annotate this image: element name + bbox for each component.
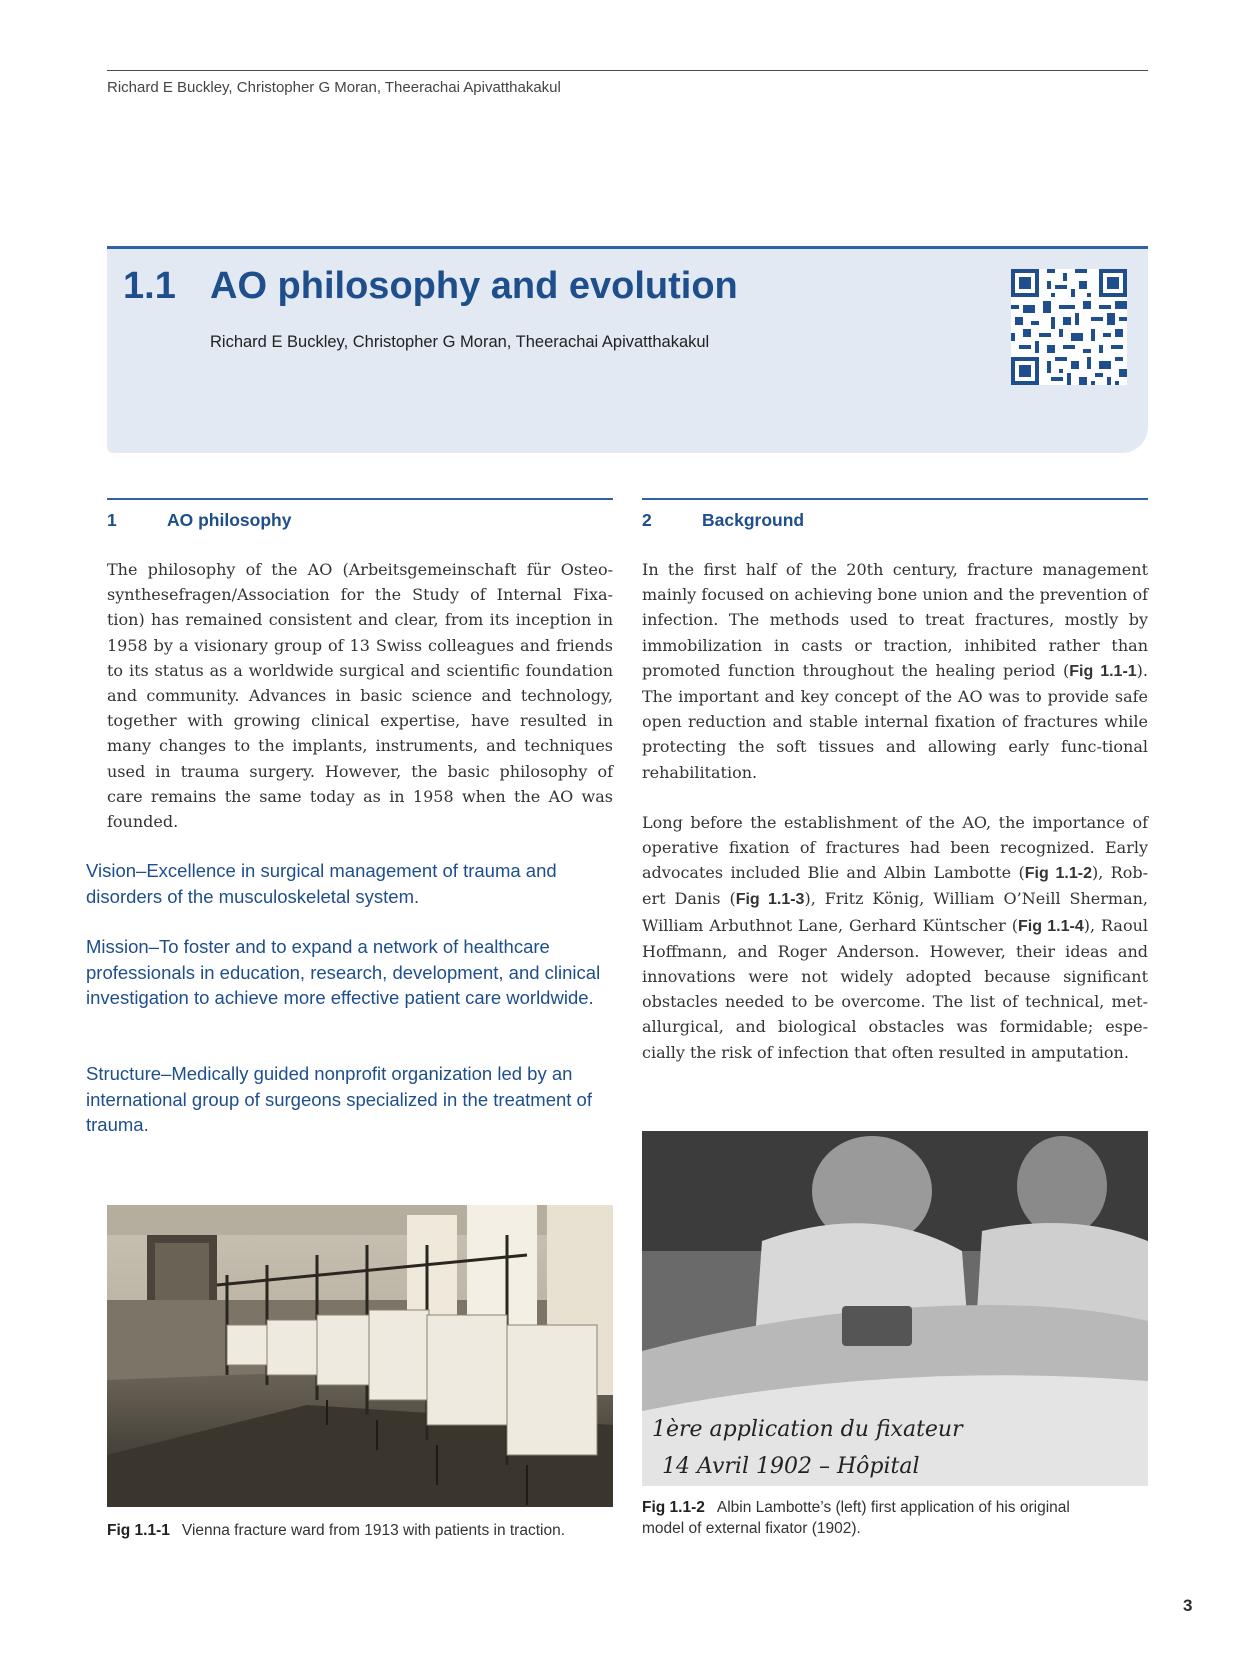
section-number: 1 xyxy=(107,510,117,530)
section1-body xyxy=(107,557,613,859)
figure-caption-text: Albin Lambotte’s (left) first application of his original model of external fixator (1902). xyxy=(642,1499,1070,1537)
qr-code-icon[interactable] xyxy=(1011,269,1127,385)
section-title: Background xyxy=(702,510,805,530)
fracture-ward-photo xyxy=(107,1205,613,1507)
section-number: 2 xyxy=(642,510,652,530)
section-heading-background xyxy=(642,498,1148,531)
chapter-number: 1.1 xyxy=(123,265,176,307)
chapter-authors: Richard E Buckley, Christopher G Moran, Theerachai Apivatthakakul xyxy=(210,333,710,351)
structure-statement: Structure–Medically guided nonprofit organization led by an international group of surgeons specialized in the treatment of trauma. xyxy=(86,1063,592,1135)
figure-reference[interactable]: Fig 1.1-4 xyxy=(1017,917,1084,935)
section2-paragraph-2: Long before the establishment of the AO, the importance of operative fixation of fractures had been recognized. Early advocates included Blie and Albin Lambotte (Fig 1.1-2), Rob-ert Danis (Fig 1.1-3), Fritz König, William O’Neill Sherman, William Arbuthnot Lane, Gerhard Küntscher (Fig 1.1-4), Raoul Hoffmann, and Roger Anderson. However, their ideas and innovations were not widely adopted because significant obstacles needed to be overcome. The list of technical, met-allurgical, and biological obstacles was formidable; espe-cially the risk of infection that often resulted in amputation. xyxy=(642,812,1149,1062)
figure-caption-text: Vienna fracture ward from 1913 with patients in traction. xyxy=(181,1522,566,1539)
figure-reference[interactable]: Fig 1.1-1 xyxy=(1069,662,1137,680)
chapter-header-box xyxy=(107,246,1148,453)
vision-statement: Vision–Excellence in surgical management of trauma and disorders of the musculoskeletal system. xyxy=(86,860,557,907)
photo-inscription-line-2: 14 Avril 1902 – Hôpital xyxy=(662,1454,920,1479)
photo-inscription-line-1: 1ère application du fixateur xyxy=(652,1417,963,1442)
lambotte-photo xyxy=(642,1131,1148,1486)
section2-paragraph-1: In the first half of the 20th century, fracture management mainly focused on achieving bone union and the prevention of infection. The methods used to treat fractures, mostly by immobilization in casts or traction, inhibited rather than promoted function throughout the healing period (Fig 1.1-1). The important and key concept of the AO was to provide safe open reduction and stable internal fixation of fractures while protecting the soft tissues and allowing early func-tional rehabilitation. xyxy=(642,560,1148,782)
figure-label: Fig 1.1-2 xyxy=(642,1499,705,1516)
section-heading-ao-philosophy xyxy=(107,498,613,531)
section1-paragraph: The philosophy of the AO (Arbeitsgemeinschaft für Osteo-synthesefragen/Association for the Study of Internal Fixa-tion) has remained consistent and clear, from its inception in 1958 by a visionary group of 13 Swiss colleagues and friends to its status as a worldwide surgical and scientific foundation and community. Advances in basic science and technology, together with growing clinical expertise, have resulted in many changes to the implants, instruments, and techniques used in trauma surgery. However, the basic philosophy of care remains the same today as in 1958 when the AO was founded. xyxy=(107,560,613,832)
figure-1-caption xyxy=(107,1520,617,1541)
chapter-title: AO philosophy and evolution xyxy=(210,265,738,307)
mission-statement: Mission–To foster and to expand a network of healthcare professionals in education, research, development, and clinical investigation to achieve more effective patient care worldwide. xyxy=(86,936,601,1008)
page-number: 3 xyxy=(1183,1596,1193,1615)
running-head: Richard E Buckley, Christopher G Moran, Theerachai Apivatthakakul xyxy=(107,70,1148,96)
figure-reference[interactable]: Fig 1.1-3 xyxy=(735,891,805,909)
figure-reference[interactable]: Fig 1.1-2 xyxy=(1024,865,1092,883)
section2-body xyxy=(642,557,1148,1090)
figure-2-caption xyxy=(642,1497,1112,1539)
figure-label: Fig 1.1-1 xyxy=(107,1522,170,1539)
section-title: AO philosophy xyxy=(167,510,292,530)
